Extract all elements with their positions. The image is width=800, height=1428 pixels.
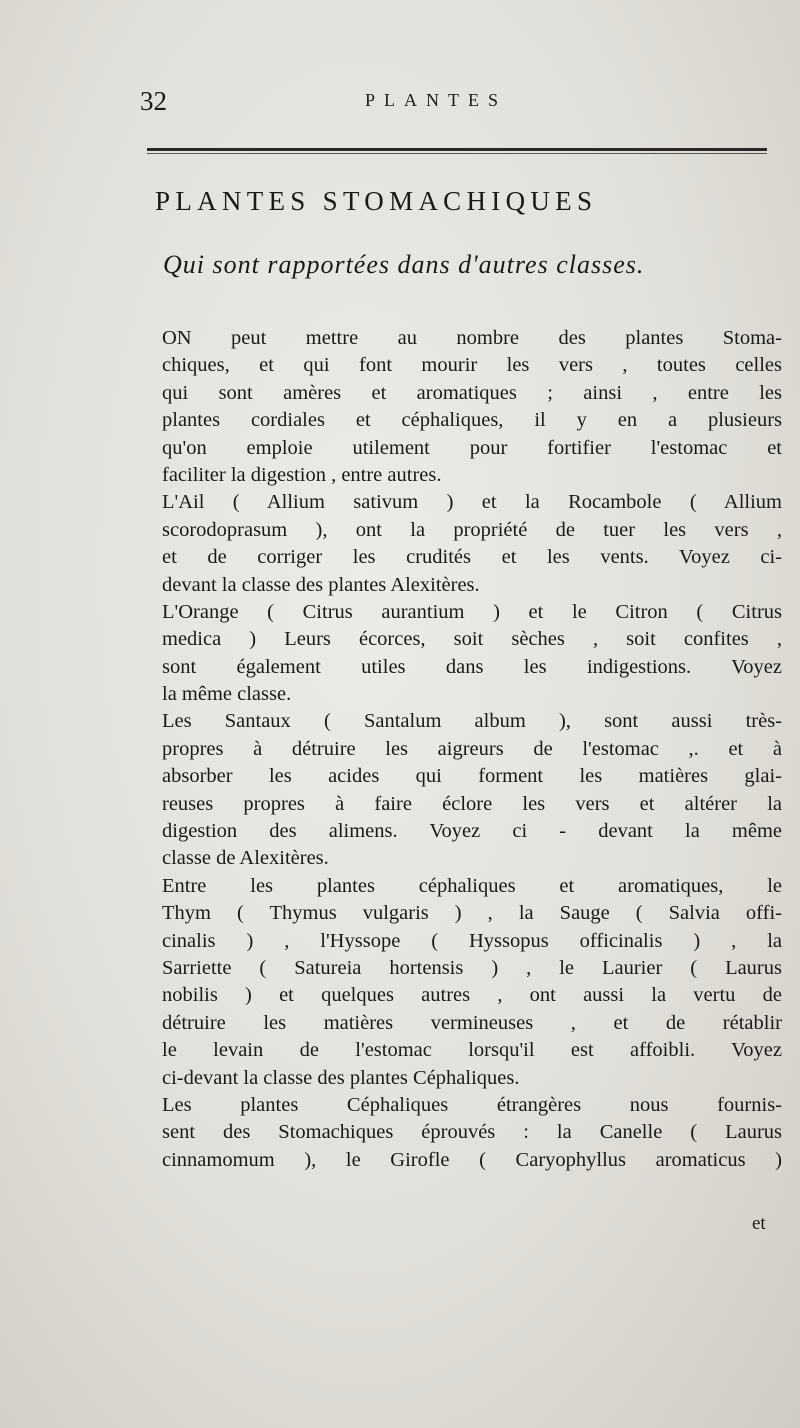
text-line: le levain de l'estomac lorsqu'il est affoibli. Voyez (162, 1039, 782, 1062)
text-line: absorber les acides qui forment les matières glai- (162, 765, 782, 788)
text-line: L'Orange ( Citrus aurantium ) et le Citron ( Citrus (162, 600, 782, 623)
text-line: qui sont amères et aromatiques ; ainsi , entre les (162, 381, 782, 404)
text-line: classe de Alexitères. (162, 847, 329, 870)
text-line: ci-devant la classe des plantes Céphaliques. (162, 1066, 520, 1089)
text-line: chiques, et qui font mourir les vers , toutes celles (162, 354, 782, 377)
text-line: devant la classe des plantes Alexitères. (162, 573, 480, 596)
text-line: ON peut mettre au nombre des plantes Stoma- (162, 327, 782, 349)
text-line: L'Ail ( Allium sativum ) et la Rocambole ( Allium (162, 491, 782, 514)
section-subtitle: Qui sont rapportées dans d'autres classes. (163, 250, 645, 279)
text-line: plantes cordiales et céphaliques, il y en a plusieurs (162, 409, 782, 432)
body-text (162, 325, 782, 1174)
text-line: nobilis ) et quelques autres , ont aussi la vertu de (162, 984, 782, 1007)
text-line: Les Santaux ( Santalum album ), sont aussi très- (162, 710, 782, 733)
text-line: scorodoprasum ), ont la propriété de tuer les vers , (162, 518, 782, 541)
text-line: qu'on emploie utilement pour fortifier l'estomac et (162, 436, 782, 459)
page-number: 32 (140, 86, 167, 116)
text-line: propres à détruire les aigreurs de l'estomac ,. et à (162, 737, 782, 760)
text-line: sent des Stomachiques éprouvés : la Canelle ( Laurus (162, 1121, 782, 1144)
text-line: cinalis ) , l'Hyssope ( Hyssopus officinalis ) , la (162, 929, 782, 952)
text-line: digestion des alimens. Voyez ci - devant la même (162, 820, 782, 843)
text-line: cinnamomum ), le Girofle ( Caryophyllus aromaticus ) (162, 1148, 782, 1171)
text-line: Les plantes Céphaliques étrangères nous fournis- (162, 1093, 782, 1116)
text-line: reuses propres à faire éclore les vers et altérer la (162, 792, 782, 815)
catchword: et (752, 1213, 766, 1234)
header-rule-thin (147, 153, 767, 154)
text-line: medica ) Leurs écorces, soit sèches , soit confites , (162, 628, 782, 651)
text-line: la même classe. (162, 683, 292, 706)
text-line: Sarriette ( Satureia hortensis ) , le Laurier ( Laurus (162, 956, 782, 979)
section-title: PLANTES STOMACHIQUES (155, 186, 598, 216)
page-header (140, 86, 780, 116)
text-line: détruire les matières vermineuses , et de rétablir (162, 1011, 782, 1034)
text-line: Thym ( Thymus vulgaris ) , la Sauge ( Salvia offi- (162, 902, 782, 925)
text-line: sont également utiles dans les indigestions. Voyez (162, 655, 782, 678)
text-line: et de corriger les crudités et les vents. Voyez ci- (162, 546, 782, 569)
header-rule (147, 148, 767, 151)
text-line: faciliter la digestion , entre autres. (162, 463, 442, 486)
text-line: Entre les plantes céphaliques et aromatiques, le (162, 874, 782, 897)
running-title: PLANTES (365, 90, 508, 110)
